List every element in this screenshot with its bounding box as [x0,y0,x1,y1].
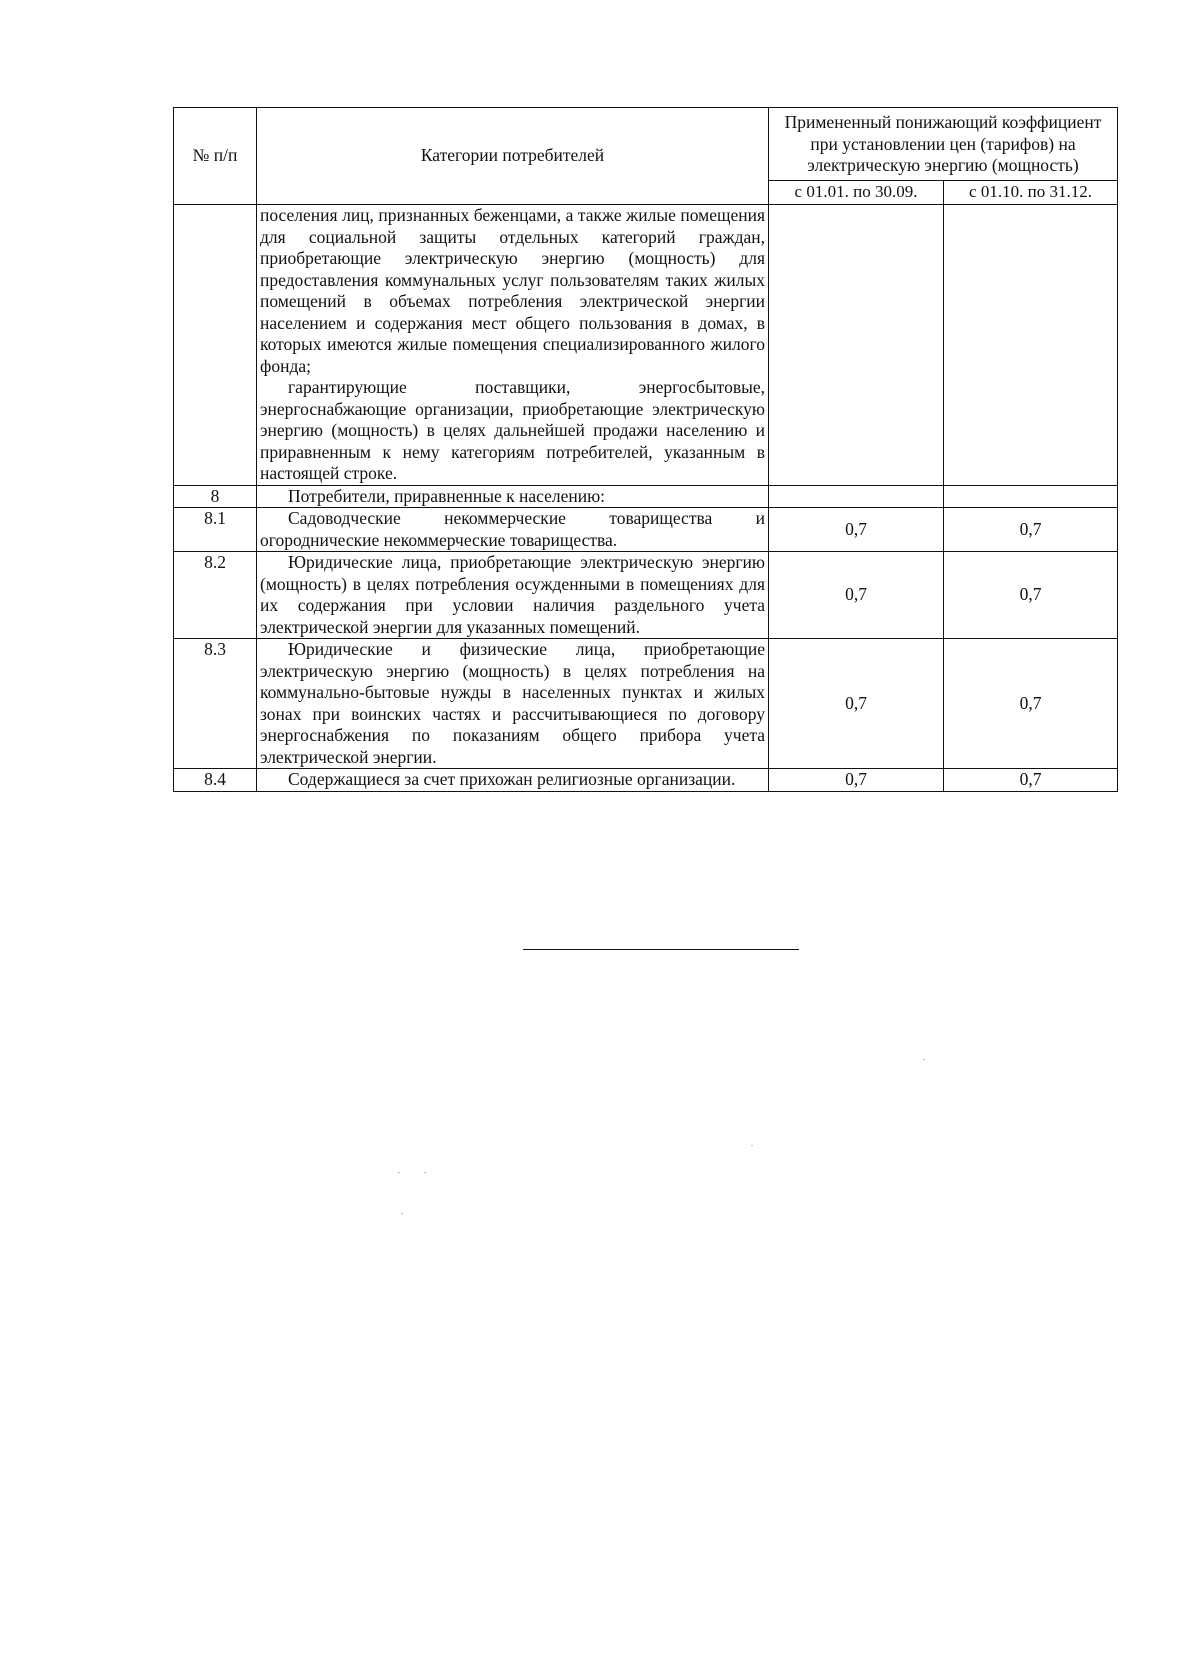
table-row [174,552,1118,639]
cell-num: 8 [174,485,257,508]
table-row [174,485,1118,508]
cell-category [257,508,769,552]
table-row [174,769,1118,792]
category-text: Юридические и физические лица, приобретающие электрическую энергию (мощность) в целях потребления на коммунально-бытовые нужды в населенных пунктах и жилых зонах при воинских частях и рассчитывающиеся по договору энергоснабжения по показаниям общего прибора учета электрической энергии. [260,639,765,767]
cell-value-period-2: 0,7 [944,508,1118,552]
table-row-continuation [174,205,1118,486]
table-header-row [174,108,1118,181]
header-period-1: с 01.01. по 30.09. [769,181,944,205]
scan-speck [751,1145,753,1146]
table-row [174,508,1118,552]
header-category: Категории потребителей [257,108,769,205]
continuation-paragraph-2: гарантирующие поставщики, энергосбытовые, энергоснабжающие организации, приобретающие электрическую энергию (мощность) в целях дальнейшей продажи населению и приравненным к нему категориям потребителей, указанным в настоящей строке. [260,377,765,483]
cell-category [257,485,769,508]
cell-category-continuation [257,205,769,486]
cell-value-period-1: 0,7 [769,639,944,769]
cell-num: 8.3 [174,639,257,769]
closing-horizontal-rule [523,949,799,950]
cell-value-period-1: 0,7 [769,552,944,639]
cell-num-empty [174,205,257,486]
cell-value-period-2: 0,7 [944,639,1118,769]
scan-speck [923,1059,925,1060]
scan-speck [398,1172,400,1173]
cell-category [257,769,769,792]
scan-speck [424,1172,426,1173]
cell-num: 8.1 [174,508,257,552]
category-text: Юридические лица, приобретающие электрическую энергию (мощность) в целях потребления осужденными в помещениях для их содержания при условии наличия раздельного учета электрической энергии для указанных помещений. [260,552,765,637]
category-text: Потребители, приравненные к населению: [288,485,606,506]
cell-value-period-1: 0,7 [769,769,944,792]
cell-value-empty [769,205,944,486]
header-period-2: с 01.10. по 31.12. [944,181,1118,205]
cell-value-period-1 [769,485,944,508]
cell-value-period-2 [944,485,1118,508]
cell-value-period-1: 0,7 [769,508,944,552]
cell-value-period-2: 0,7 [944,769,1118,792]
cell-category [257,552,769,639]
cell-num: 8.2 [174,552,257,639]
continuation-paragraph-1: поселения лиц, признанных беженцами, а также жилые помещения для социальной защиты отдельных категорий граждан, приобретающие электрическую энергию (мощность) для предоставления коммунальных услуг пользователям таких жилых помещений в объемах потребления электрической энергии населением и содержания мест общего пользования в домах, в которых имеются жилые помещения специализированного жилого фонда; [260,205,765,376]
scan-speck [401,1213,403,1214]
cell-value-empty [944,205,1118,486]
category-text: Содержащиеся за счет прихожан религиозные организации. [288,769,736,789]
cell-num: 8.4 [174,769,257,792]
tariff-coefficient-table [173,107,1118,792]
category-text: Садоводческие некоммерческие товарищества и огороднические некоммерческие товарищества. [260,508,765,550]
cell-category [257,639,769,769]
table-row [174,639,1118,769]
header-num: № п/п [174,108,257,205]
header-coefficient: Примененный понижающий коэффициент при установлении цен (тарифов) на электрическую энергию (мощность) [769,108,1118,181]
cell-value-period-2: 0,7 [944,552,1118,639]
